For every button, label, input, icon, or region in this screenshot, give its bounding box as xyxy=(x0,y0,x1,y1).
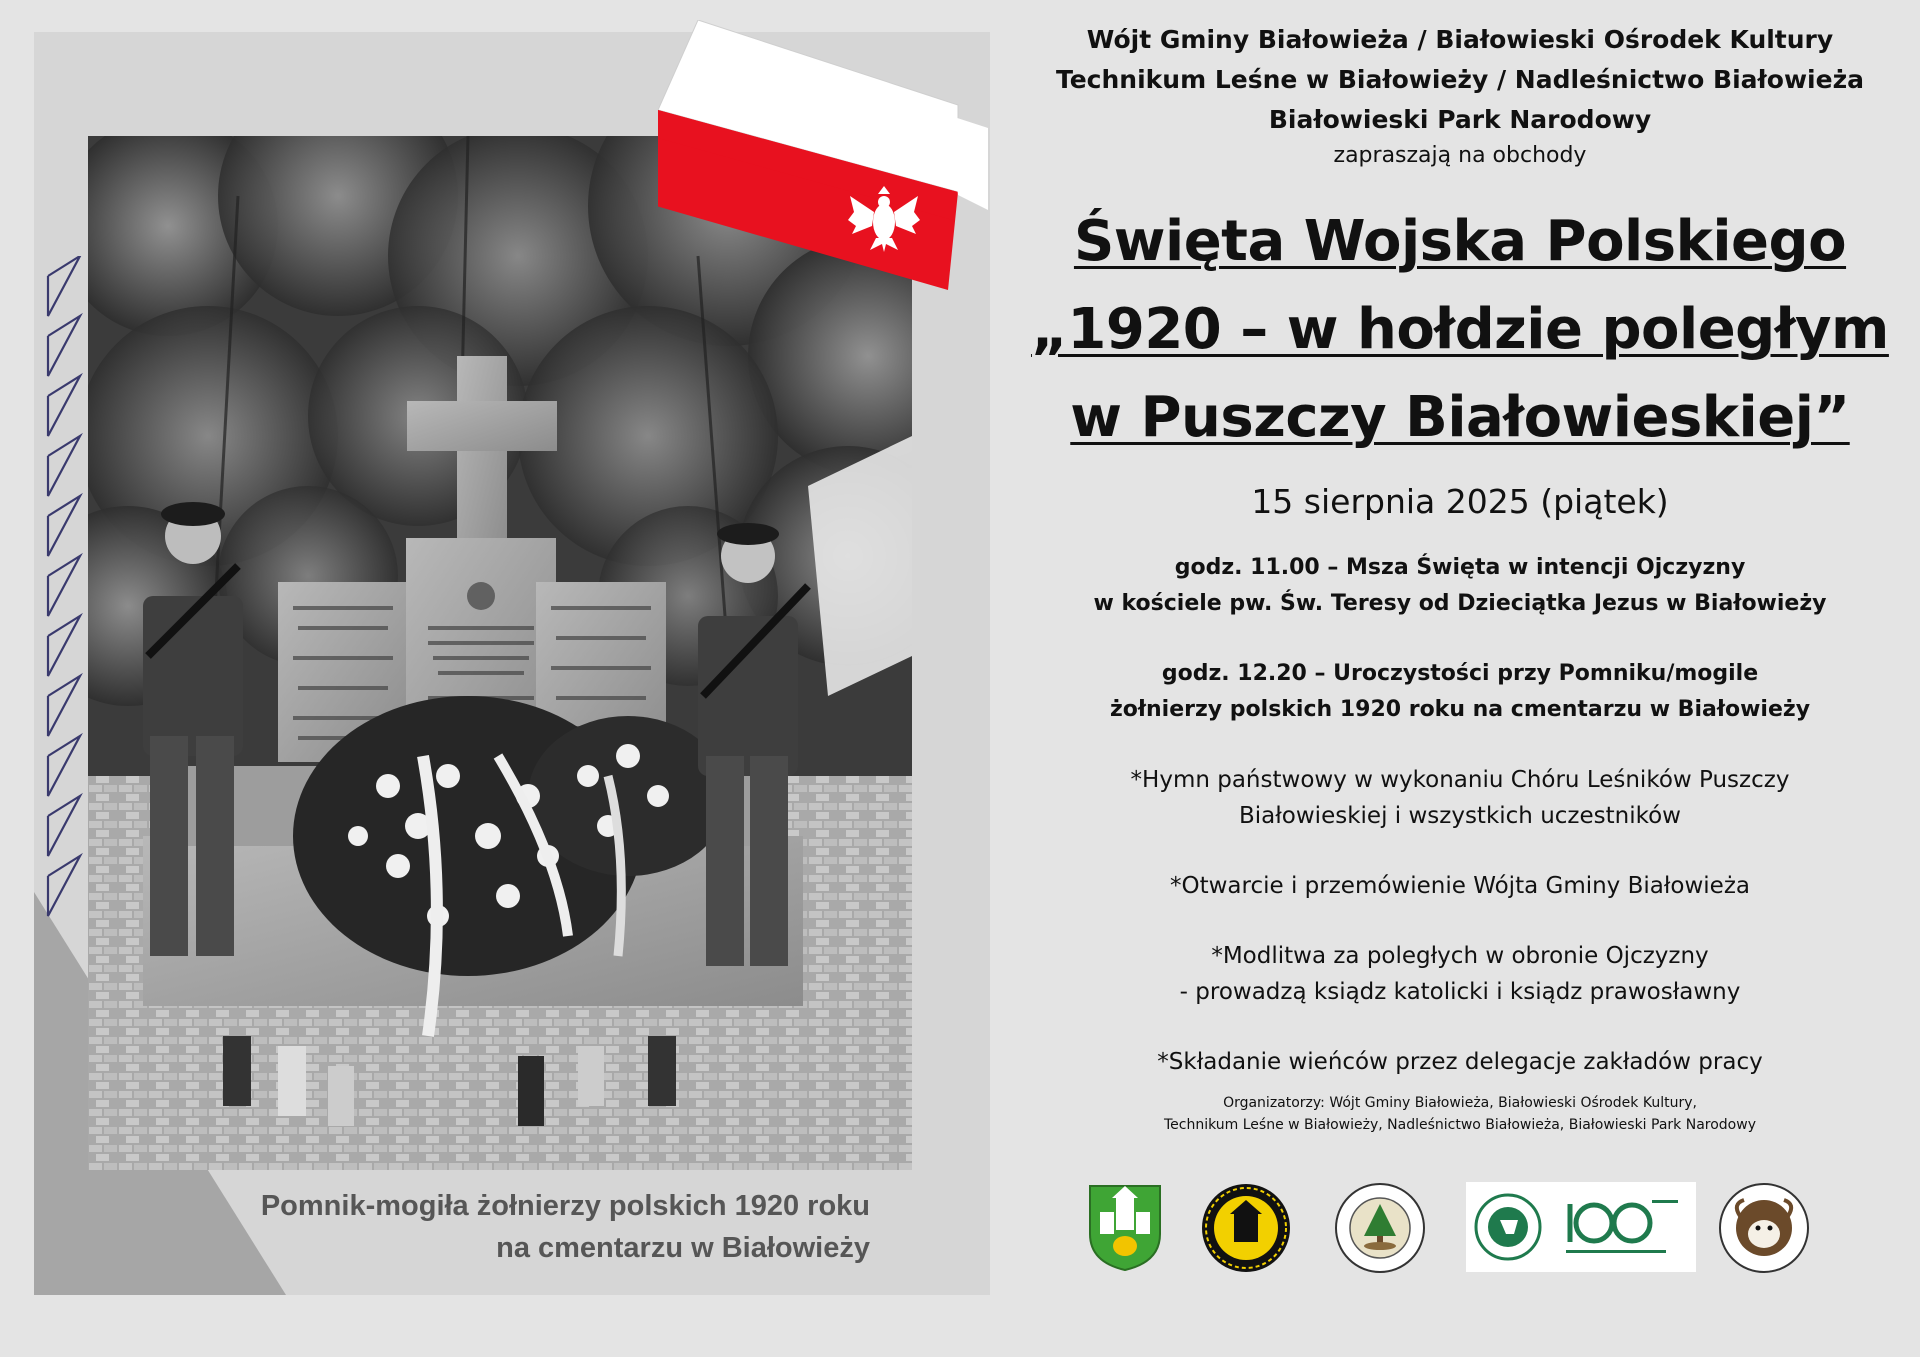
ceremony-item-prayer-line-1: *Modlitwa za poległych w obronie Ojczyzny xyxy=(1211,943,1709,969)
program-item-mass-line-1: godz. 11.00 – Msza Święta w intencji Ojczyzny xyxy=(1174,555,1746,580)
bialowieski-osrodek-kultury-icon xyxy=(1200,1182,1292,1274)
photo-caption xyxy=(261,1185,870,1269)
program-item-mass-line-2: w kościele pw. Św. Teresy od Dzieciątka Jezus w Białowieży xyxy=(1093,591,1827,616)
program-item-ceremony-line-1: godz. 12.20 – Uroczystości przy Pomniku/mogile xyxy=(1161,661,1759,686)
organizers-footer-line-2: Technikum Leśne w Białowieży, Nadleśnictwo Białowieża, Białowieski Park Narodowy xyxy=(1164,1117,1756,1133)
program-item-ceremony-line-2: żołnierzy polskich 1920 roku na cmentarzu w Białowieży xyxy=(1109,697,1811,722)
organizer-line: Wójt Gminy Białowieża / Białowieski Ośrodek Kultury xyxy=(1086,25,1834,54)
event-info-column xyxy=(1000,0,1920,1136)
ceremony-item-wreaths: *Składanie wieńców przez delegacje zakładów pracy xyxy=(1157,1049,1763,1075)
ceremony-item-prayer-line-2: - prowadzą ksiądz katolicki i ksiądz prawosławny xyxy=(1179,979,1741,1005)
event-title-line-2: „1920 – w hołdzie poległym xyxy=(1031,297,1889,362)
technikum-lesne-icon xyxy=(1334,1182,1426,1274)
gmina-bialowieza-coat-of-arms-icon xyxy=(1086,1182,1164,1272)
sponsor-logos xyxy=(1000,1182,1920,1274)
organizer-line: Technikum Leśne w Białowieży / Nadleśnictwo Białowieża xyxy=(1055,65,1865,94)
invite-text: zapraszają na obchody xyxy=(1333,143,1587,168)
monument-photo-illustration xyxy=(88,136,912,1170)
ceremony-item-anthem-line-2: Białowieskiej i wszystkich uczestników xyxy=(1239,803,1681,829)
organizer-line: Białowieski Park Narodowy xyxy=(1268,105,1652,134)
photo-caption-line-2: na cmentarzu w Białowieży xyxy=(496,1232,870,1264)
event-title-line-1: Święta Wojska Polskiego xyxy=(1073,209,1847,274)
event-title-line-3: w Puszczy Białowieskiej” xyxy=(1070,385,1850,450)
lasy-panstwowe-100-lat-icon xyxy=(1466,1182,1696,1272)
ceremony-item-opening: *Otwarcie i przemówienie Wójta Gminy Białowieża xyxy=(1170,873,1750,899)
monument-photo xyxy=(88,136,912,1170)
chevron-stripes-decoration xyxy=(44,256,84,956)
bialowieski-park-narodowy-icon xyxy=(1718,1182,1810,1274)
polish-flag-graphic xyxy=(658,20,988,290)
photo-caption-line-1: Pomnik-mogiła żołnierzy polskich 1920 roku xyxy=(260,1190,870,1222)
organizers-footer-line-1: Organizatorzy: Wójt Gminy Białowieża, Białowieski Ośrodek Kultury, xyxy=(1223,1095,1697,1111)
ceremony-item-anthem-line-1: *Hymn państwowy w wykonaniu Chóru Leśników Puszczy xyxy=(1130,767,1790,793)
event-date: 15 sierpnia 2025 (piątek) xyxy=(1251,482,1669,521)
